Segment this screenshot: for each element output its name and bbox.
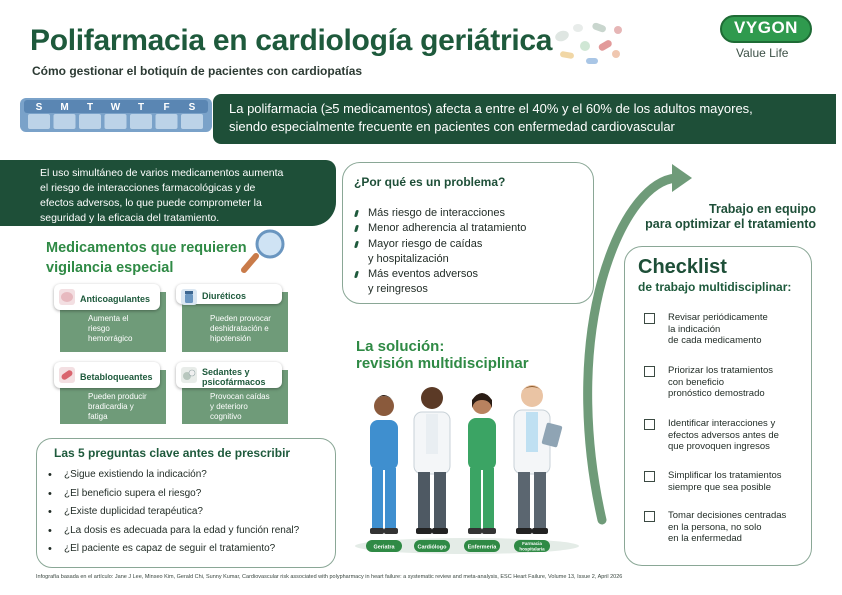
organizer-compartment bbox=[156, 114, 178, 129]
solution-heading-line: La solución: bbox=[356, 338, 445, 355]
organizer-day-label: S bbox=[35, 102, 43, 113]
list-item: • ¿La dosis es adecuada para la edad y función renal? bbox=[46, 522, 332, 541]
med-card-title-text: Betabloqueantes bbox=[80, 371, 153, 382]
med-card-desc: y deterioro bbox=[210, 402, 248, 411]
med-card-sedantes bbox=[182, 366, 288, 424]
checklist-item-text: efectos adversos antes de bbox=[668, 429, 779, 441]
role-label: Geriatra bbox=[373, 544, 395, 551]
med-card-anticoagulantes bbox=[60, 292, 166, 352]
med-card-betabloqueantes bbox=[60, 370, 166, 424]
organizer-compartment bbox=[105, 114, 127, 129]
checklist-item-text: de cada medicamento bbox=[668, 335, 762, 346]
checklist-item-text: Tomar decisiones centradas bbox=[668, 510, 787, 521]
checklist-item bbox=[644, 510, 804, 545]
role-label: Farmacia bbox=[522, 541, 542, 546]
med-card-desc: hemorrágico bbox=[88, 334, 133, 343]
geriatra-figure bbox=[370, 395, 398, 534]
teamwork-heading-line: Trabajo en equipo bbox=[709, 202, 816, 216]
checklist-item bbox=[644, 312, 804, 347]
key-questions-list bbox=[46, 466, 332, 559]
med-card-title bbox=[176, 362, 282, 388]
med-card-title bbox=[54, 362, 160, 388]
banner-line: siendo especialmente frecuente en pacientes con enfermedad cardiovascular bbox=[229, 119, 675, 134]
list-item: y reingresos bbox=[368, 283, 428, 296]
checklist-title: Checklist bbox=[638, 256, 727, 278]
organizer-compartment bbox=[28, 114, 50, 129]
checklist-item-text: en la enfermedad bbox=[668, 533, 742, 544]
intro-line: El uso simultáneo de varios medicamentos aumenta bbox=[40, 167, 284, 179]
meds-heading bbox=[46, 238, 247, 278]
pill-organizer-icon bbox=[20, 96, 212, 132]
checklist-item bbox=[644, 418, 804, 453]
checklist-item-text: Simplificar los tratamientos bbox=[668, 470, 782, 481]
med-card-desc: Provocan caídas bbox=[210, 392, 270, 401]
organizer-day-label: S bbox=[188, 102, 196, 113]
checkbox[interactable] bbox=[644, 313, 655, 324]
list-item: • ¿El paciente es capaz de seguir el tratamiento? bbox=[46, 540, 332, 559]
checklist-item-text: pronóstico demostrado bbox=[668, 388, 765, 399]
med-card-desc: deshidratación e bbox=[210, 324, 269, 333]
role-label: Enfermería bbox=[467, 544, 497, 551]
solution-heading bbox=[356, 338, 529, 372]
med-card-desc: cognitivo bbox=[210, 412, 242, 421]
list-item: y hospitalización bbox=[368, 252, 449, 265]
checklist-item-text: Priorizar los tratamientos bbox=[668, 365, 774, 376]
checklist-subtitle: de trabajo multidisciplinar: bbox=[638, 280, 792, 294]
organizer-compartment bbox=[54, 114, 76, 129]
meds-heading-line: vigilancia especial bbox=[46, 260, 174, 276]
role-label: Cardiólogo bbox=[417, 544, 447, 551]
brand-logo-text: VYGON bbox=[734, 18, 798, 37]
pill-bottle-icon bbox=[181, 289, 197, 305]
teamwork-heading bbox=[616, 202, 816, 232]
page-title: Polifarmacia en cardiología geriátrica bbox=[30, 24, 553, 57]
pills-icon bbox=[181, 367, 197, 383]
med-card-title-line: psicofármacos bbox=[202, 376, 266, 387]
checklist-item-text: Revisar periódicamente bbox=[668, 312, 768, 323]
organizer-compartment bbox=[181, 114, 203, 129]
organizer-compartment bbox=[79, 114, 101, 129]
med-card-title-line: Sedantes y bbox=[202, 366, 250, 377]
med-card-title-text bbox=[202, 367, 266, 387]
intro-line: efectos adversos, lo que puede comprometer la bbox=[40, 197, 262, 209]
list-item: Más eventos adversos bbox=[352, 267, 526, 282]
why-problem-title: ¿Por qué es un problema? bbox=[354, 175, 506, 189]
key-questions-title: Las 5 preguntas clave antes de prescribir bbox=[54, 446, 291, 460]
magnifier-icon bbox=[240, 228, 288, 274]
checklist-item bbox=[644, 365, 804, 400]
med-card-desc: Pueden producir bbox=[88, 392, 147, 401]
brand-tagline: Value Life bbox=[736, 46, 789, 60]
list-item: • ¿El beneficio supera el riesgo? bbox=[46, 485, 332, 504]
med-card-desc: bradicardia y bbox=[88, 402, 134, 411]
checkbox[interactable] bbox=[644, 419, 655, 430]
med-card-title bbox=[54, 284, 160, 310]
med-card-desc: fatiga bbox=[88, 412, 108, 421]
organizer-compartment bbox=[130, 114, 152, 129]
med-card-desc: Aumenta el bbox=[88, 314, 129, 323]
list-item: • ¿Existe duplicidad terapéutica? bbox=[46, 503, 332, 522]
pill-icon bbox=[59, 289, 75, 305]
banner-line: La polifarmacia (≥5 medicamentos) afecta a entre el 40% y el 60% de los adultos mayores, bbox=[229, 101, 753, 116]
list-item: Menor adherencia al tratamiento bbox=[352, 221, 526, 236]
med-card-title bbox=[176, 284, 282, 304]
checklist-item-text: que provoquen ingresos bbox=[668, 441, 770, 452]
med-card-desc: hipotensión bbox=[210, 334, 251, 343]
role-label: hospitalaria bbox=[519, 546, 545, 552]
checklist-item-text: siempre que sea posible bbox=[668, 481, 771, 493]
checkbox[interactable] bbox=[644, 511, 655, 522]
why-problem-list bbox=[352, 206, 526, 298]
med-card-diureticos bbox=[182, 292, 288, 352]
med-card-title-text: Diuréticos bbox=[202, 290, 247, 301]
source-footnote: Infografía basada en el artículo: Jane J Lee, Minseo Kim, Gerald Chi, Sunny Kumar, Cardiovascular risk associated with polypharmacy in heart failure: a systematic review and meta-analysis, ESC Heart Failure, Volume 13, Issue 2, April 2026 bbox=[36, 574, 623, 580]
organizer-day-label: T bbox=[137, 102, 145, 113]
meds-heading-line: Medicamentos que requieren bbox=[46, 240, 247, 256]
cardiologo-figure bbox=[414, 387, 450, 534]
checkbox[interactable] bbox=[644, 366, 655, 377]
farmacia-figure bbox=[514, 385, 563, 534]
page-subtitle: Cómo gestionar el botiquín de pacientes con cardiopatías bbox=[32, 64, 363, 78]
care-team-illustration bbox=[352, 376, 582, 558]
checklist-item-text: en la persona, no solo bbox=[668, 521, 762, 533]
organizer-day-label: F bbox=[163, 102, 170, 113]
list-item: • ¿Sigue existiendo la indicación? bbox=[46, 466, 332, 485]
capsule-icon bbox=[59, 367, 75, 383]
organizer-day-label: T bbox=[86, 102, 94, 113]
intro-line: el riesgo de interacciones farmacológicas y de bbox=[40, 182, 256, 194]
checklist-item bbox=[644, 470, 804, 493]
teamwork-heading-line: para optimizar el tratamiento bbox=[645, 217, 816, 231]
med-card-desc: riesgo bbox=[88, 324, 110, 333]
pills-illustration-icon bbox=[552, 20, 632, 70]
intro-panel bbox=[0, 160, 336, 226]
checkbox[interactable] bbox=[644, 471, 655, 482]
checklist-item-text: con beneficio bbox=[668, 376, 724, 388]
solution-heading-line: revisión multidisciplinar bbox=[356, 355, 529, 372]
med-card-title-text: Anticoagulantes bbox=[80, 293, 151, 304]
list-item: Más riesgo de interacciones bbox=[352, 206, 526, 221]
organizer-day-label: W bbox=[110, 102, 121, 113]
list-item: Mayor riesgo de caídas bbox=[352, 237, 526, 252]
organizer-day-label: M bbox=[60, 102, 69, 113]
checklist-item-text: Identificar interacciones y bbox=[668, 418, 776, 429]
statistic-banner bbox=[213, 94, 836, 144]
intro-line: seguridad y la eficacia del tratamiento. bbox=[40, 212, 220, 224]
med-card-desc: Pueden provocar bbox=[210, 314, 271, 323]
checklist-item-text: la indicación bbox=[668, 323, 721, 335]
enfermeria-figure bbox=[468, 393, 496, 534]
